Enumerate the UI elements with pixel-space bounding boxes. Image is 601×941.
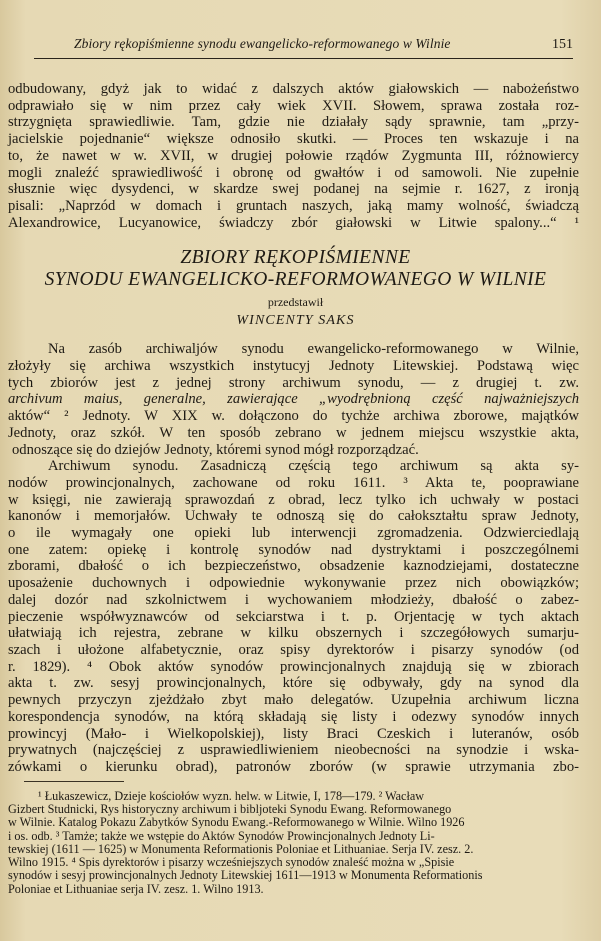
text-line: złożyły się archiwa wszystkich instytucyj Jednoty Litewskiej. Podstawą więc xyxy=(8,358,579,375)
text-line: odnoszące się do dziejów Jednoty, któremi synod mógł rozporządzać. xyxy=(12,441,419,458)
text-line: odbudowany, gdyż jak to widać z dalszych aktów giałowskich — nabożeństwo xyxy=(8,81,579,97)
text-line: odprawiało się w nim przez cały wiek XVII. Słowem, sprawa została roz- xyxy=(8,97,579,114)
text-line: mogli znaleźć sprawiedliwość i obronę od gwałtów i od samowoli. Nie zupełnie xyxy=(8,164,579,181)
text-line: ułatwiają ich rejestra, zebrane w kilku obszernych i szczegółowych sumarju- xyxy=(8,625,579,642)
text-line: dalej dozór nad szkolnictwem i wychowaniem młodzieży, dbałość o zabez- xyxy=(8,591,579,608)
footnote-line: synodów i sesyj prowincjonalnych Jednoty Litewskiej 1611—1913 w Monumenta Reformationis xyxy=(8,868,483,883)
text-line: słusznie więc dysydenci, w skardze swej podanej na sejmie r. 1627, z ironją xyxy=(8,181,579,198)
text-line: uposażenie duchownych i odpowiednie wykonywanie przez nich obowiązków; xyxy=(8,575,579,592)
text-line: zówkami o kierunku obrad), patronów zborów (w sprawie utrzymania zbo- xyxy=(8,758,579,775)
text-line: strzygnięta sprawiedliwie. Tam, gdzie nie działały sądy sprawnie, tam „przy- xyxy=(8,114,579,131)
text-line: r. 1829). ⁴ Obok aktów synodów prowincjonalnych znajdują się w zbiorach xyxy=(8,658,579,675)
text-line: szach i ułożone alfabetycznie, oraz spisy dyrektorów i pisarzy synodów (od xyxy=(8,641,579,658)
text-line: w księgi, nie zawierają sprawozdań z obrad, lecz tylko ich uchwały w postaci xyxy=(8,491,579,508)
byline-label: przedstawił xyxy=(267,295,324,310)
article-body xyxy=(8,341,579,775)
text-line: one zatem: opiekę i kontrolę synodów nad dystryktami i poszczególnemi xyxy=(8,541,579,558)
footnotes xyxy=(8,790,573,896)
article-title-line-2: SYNODU EWANGELICKO-REFORMOWANEGO W WILNIE xyxy=(44,269,547,291)
intro-paragraph xyxy=(8,81,579,231)
running-head xyxy=(4,0,587,53)
page-number: 151 xyxy=(552,37,573,52)
footnote-line: tewskiej (1611 — 1625) w Monumenta Reformationis Poloniae et Lithuaniae. Serja IV. zesz. 2. xyxy=(8,841,474,856)
footnote-line: Poloniae et Lithuaniae serja IV. zesz. 1. Wilno 1913. xyxy=(8,881,264,896)
footnote-line: i os. odb. ³ Tamże; także we wstępie do Aktów Synodów Prowincjonalnych Jednoty Li- xyxy=(8,828,435,843)
text-line: Alexandrowice, Lucyanowice, świadczy zbór giałowski w Litwie spalony...“ ¹ xyxy=(8,214,579,231)
article-title-line-1: ZBIORY RĘKOPIŚMIENNE xyxy=(180,247,411,269)
text-line: akta t. zw. sesyj prowincjonalnych, które się odbywały, gdy na synod dla xyxy=(8,675,579,692)
text-line: tych zbiorów jest z jednej strony archiwum synodu, — z drugiej t. zw. xyxy=(8,374,579,391)
text-line: archivum maius, generalne, zawierające „wyodrębnioną część najważniejszych xyxy=(8,391,579,408)
text-line: to, że nawet w w. XVII, w drugiej połowie rządów Zygmunta III, różnowiercy xyxy=(8,147,579,164)
text-line: prowincyj (Mało- i Wielkopolskiej), listy Braci Czeskich i luteranów, osób xyxy=(8,725,579,742)
text-line: jacielskie pojednanie“ większe odnosiło skutki. — Proces ten wskazuje i na xyxy=(8,131,579,148)
text-line: aktów“ ² Jednoty. W XIX w. dołączono do tychże archiwa zborowe, majątków xyxy=(8,408,579,425)
footnote-line: Wilno 1915. ⁴ Spis dyrektorów i pisarzy wcześniejszych synodów znaleść można w „Spisie xyxy=(8,855,455,870)
author-name: WINCENTY SAKS xyxy=(236,313,355,329)
text-line: Jednoty, oraz szkół. W ten sposób zebrano w jednem miejscu wszystkie akta, xyxy=(8,424,579,441)
text-line: zborami, dbałość o ich bezpieczeństwo, obsadzenie kaznodziejami, dostateczne xyxy=(8,558,579,575)
text-line: kanonów i memorjałów. Uchwały te odnoszą się do całokształtu spraw Jednoty, xyxy=(8,508,579,525)
text-line: pewnych przyczyn zjeżdżało zbyt mało delegatów. Uzupełnia archiwum liczna xyxy=(8,692,579,709)
article-heading xyxy=(4,247,587,329)
text-line: Na zasób archiwaljów synodu ewangelicko-reformowanego w Wilnie, xyxy=(48,341,579,358)
text-line: pieczenie współwyznawców od sekciarstwa i t. p. Orjentację w tych aktach xyxy=(8,608,579,625)
text-line: o ile wymagały one opieki lub interwencji zgromadzenia. Odzwierciedlają xyxy=(8,525,579,542)
footnote-line: ¹ Łukaszewicz, Dzieje kościołów wyzn. helw. w Litwie, I, 178—179. ² Wacław xyxy=(38,788,425,803)
header-rule xyxy=(34,58,573,59)
running-title: Zbiory rękopiśmienne synodu ewangelicko-reformowanego w Wilnie xyxy=(74,36,451,51)
footnote-rule xyxy=(24,781,124,782)
footnote-line: w Wilnie. Katalog Pokazu Zabytków Synodu Ewang.-Reformowanego w Wilnie. Wilno 1926 xyxy=(8,815,465,830)
text-line: prywatnych (najczęściej z usprawiedliwieniem nieobecności na synodzie i wska- xyxy=(8,742,579,759)
footnote-line: Gizbert Studnicki, Rys historyczny archiwum i bibljoteki Synodu Ewang. Reformowanego xyxy=(8,801,452,816)
text-line: pisali: „Naprzód w domach i gruntach naszych, jaką mamy wolność, świadczą xyxy=(8,197,579,214)
text-line: korespondencja synodów, na którą składają się listy i odezwy synodów innych xyxy=(8,708,579,725)
text-line: Archiwum synodu. Zasadniczą częścią tego archiwum są akta sy- xyxy=(48,458,579,475)
text-line: nodów prowincjonalnych, zachowane od roku 1611. ³ Akta te, pooprawiane xyxy=(8,474,579,491)
